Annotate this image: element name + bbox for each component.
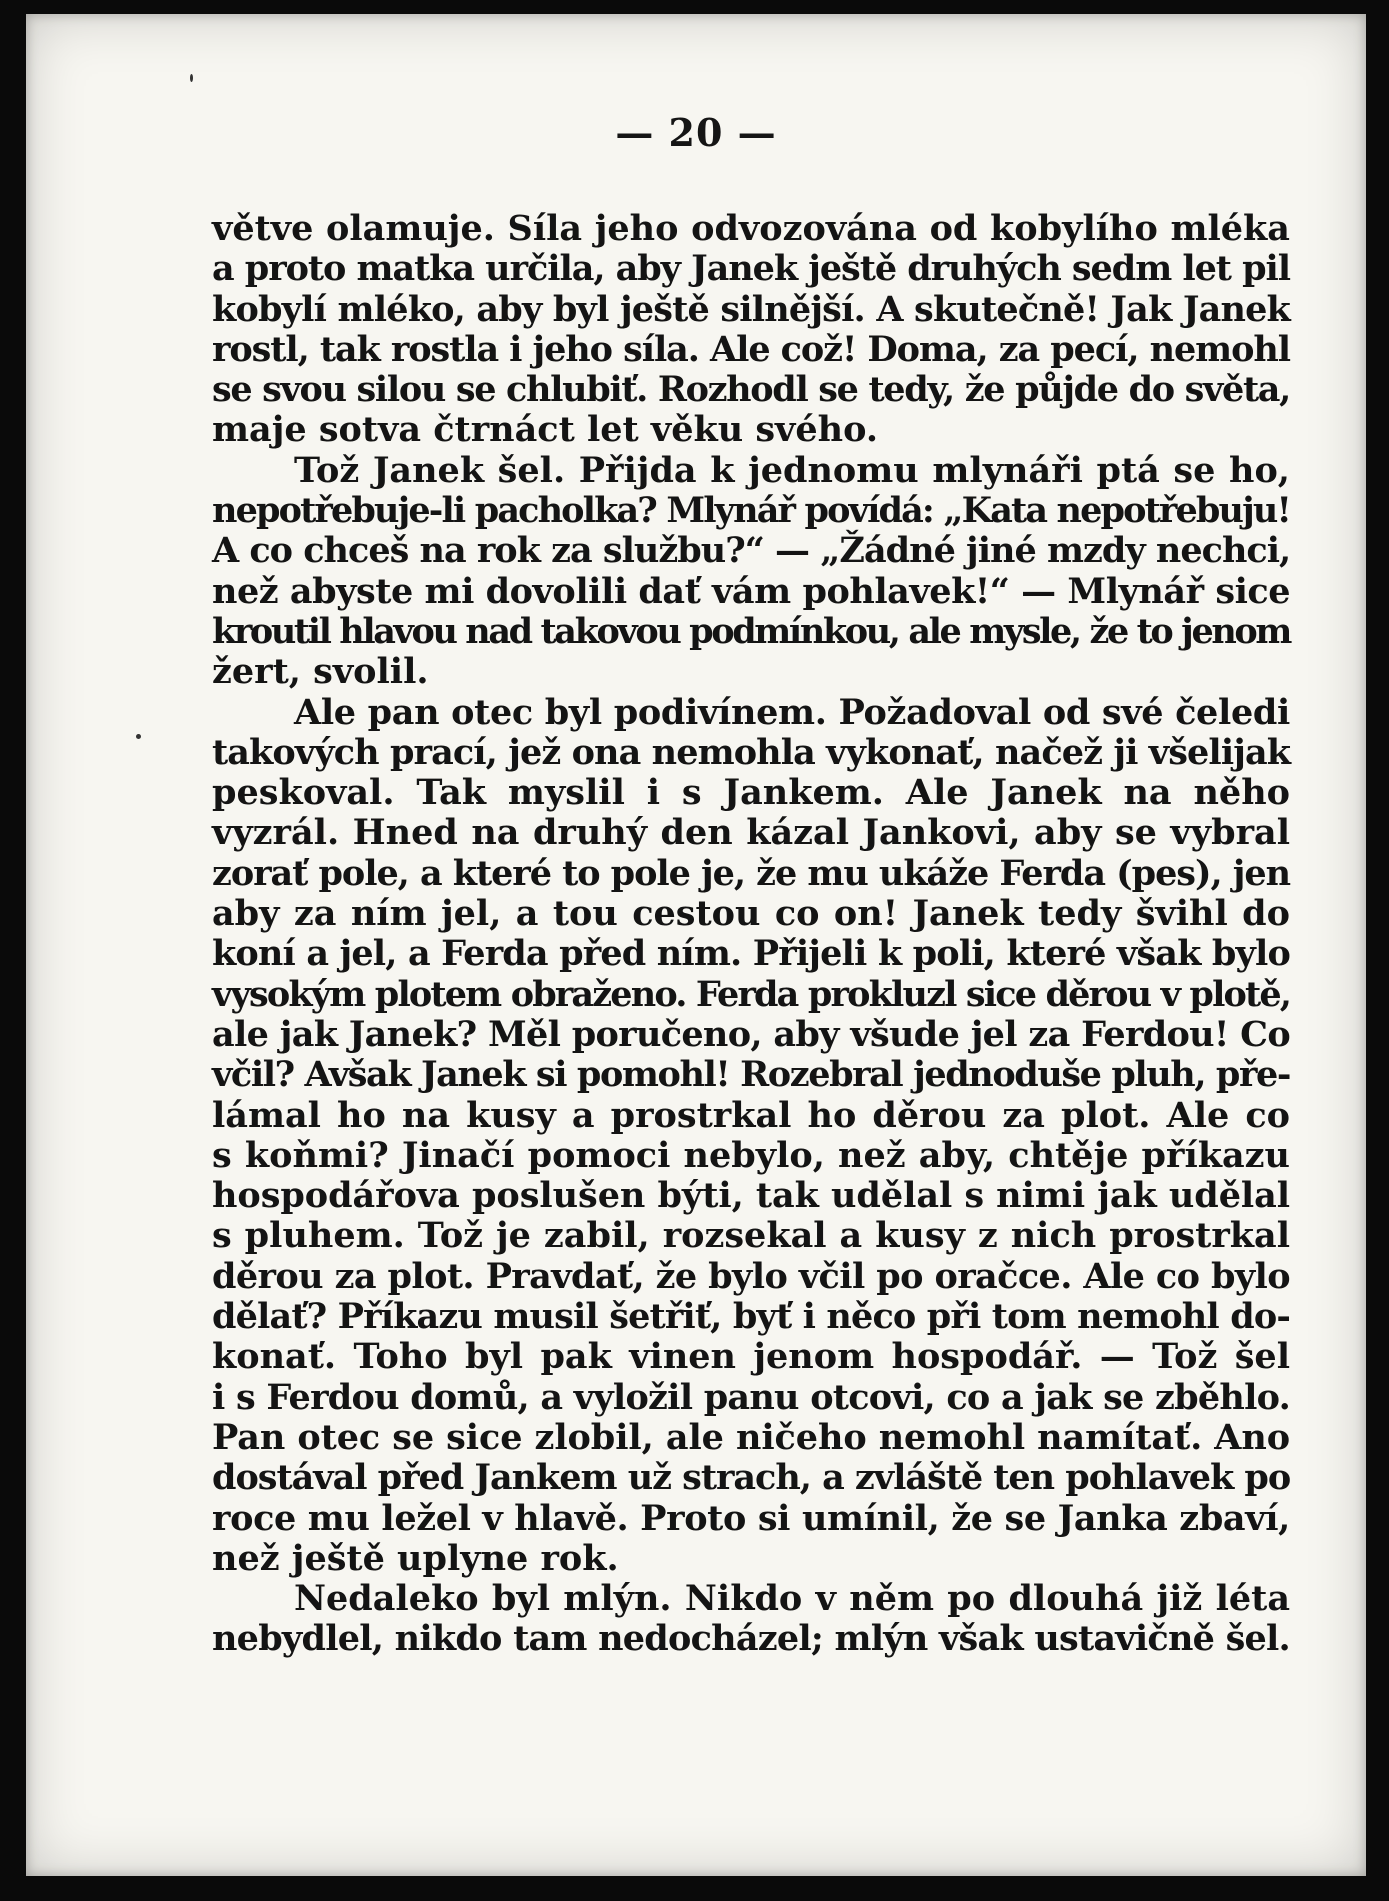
text-line: lámal ho na kusy a prostrkal ho děrou za plot. Ale co	[212, 1094, 1290, 1136]
text-line: konať. Toho byl pak vinen jenom hospodář. — Tož šel	[212, 1336, 1290, 1378]
text-line: děrou za plot. Pravdať, že bylo včil po oračce. Ale co bylo	[212, 1255, 1290, 1297]
text-line: hospodářova poslušen býti, tak udělal s nimi jak udělal	[212, 1175, 1291, 1217]
text-line: Ale pan otec byl podivínem. Požadoval od své čeledi	[294, 691, 1290, 733]
text-line: vysokým plotem obraženo. Ferda prokluzl sice děrou v plotě,	[212, 973, 1291, 1015]
text-line: nebydlel, nikdo tam nedocházel; mlýn však ustavičně šel.	[212, 1618, 1290, 1660]
text-line: s koňmi? Jinačí pomoci nebylo, než aby, chtěje příkazu	[212, 1134, 1290, 1176]
text-line: aby za ním jel, a tou cestou co on! Janek tedy švihl do	[212, 893, 1290, 935]
text-line: ale jak Janek? Měl poručeno, aby všude jel za Ferdou! Co	[212, 1013, 1290, 1055]
text-line: koní a jel, a Ferda před ním. Přijeli k poli, které však bylo	[212, 933, 1290, 975]
text-line: kobylí mléko, aby byl ještě silnější. A skutečně! Jak Janek	[212, 288, 1290, 330]
text-line: s pluhem. Tož je zabil, rozsekal a kusy z nich prostrkal	[212, 1215, 1290, 1257]
text-line: větve olamuje. Síla jeho odvozována od kobylího mléka	[212, 208, 1290, 249]
text-line: kroutil hlavou nad takovou podmínkou, ale mysle, že to jenom	[212, 610, 1290, 652]
book-page	[26, 14, 1366, 1876]
text-line: Tož Janek šel. Přijda k jednomu mlynáři ptá se ho,	[294, 449, 1290, 491]
print-speck	[190, 74, 193, 82]
text-line: roce mu ležel v hlavě. Proto si umínil, že se Janka zbaví,	[212, 1497, 1290, 1539]
page-number: — 20 —	[615, 110, 777, 155]
body-text	[212, 209, 1290, 1660]
text-line: Nedaleko byl mlýn. Nikdo v něm po dlouhá již léta	[294, 1578, 1290, 1620]
text-line: rostl, tak rostla i jeho síla. Ale což! Doma, za pecí, nemohl	[212, 328, 1290, 370]
text-line: peskoval. Tak myslil i s Jankem. Ale Janek na něho	[212, 772, 1290, 814]
text-line: a proto matka určila, aby Janek ještě druhých sedm let pil	[212, 248, 1290, 290]
print-speck	[136, 734, 141, 739]
text-line: dostával před Jankem už strach, a zvláště ten pohlavek po	[212, 1457, 1291, 1499]
text-line: se svou silou se chlubiť. Rozhodl se tedy, že půjde do světa,	[212, 369, 1290, 411]
text-line: takových prací, jež ona nemohla vykonať, načež ji všelijak	[212, 731, 1291, 773]
text-line: Pan otec se sice zlobil, ale ničeho nemohl namítať. Ano	[212, 1416, 1290, 1458]
text-line: než abyste mi dovolili dať vám pohlavek!“ — Mlynář sice	[212, 570, 1291, 612]
text-line: dělať? Příkazu musil šetřiť, byť i něco při tom nemohl do-	[212, 1296, 1290, 1338]
text-line: včil? Avšak Janek si pomohl! Rozebral jednoduše pluh, pře-	[212, 1054, 1290, 1096]
text-line: A co chceš na rok za službu?“ — „Žádné jiné mzdy nechci,	[212, 530, 1291, 572]
text-line: žert, svolil.	[212, 651, 429, 693]
text-line: i s Ferdou domů, a vyložil panu otcovi, co a jak se zběhlo.	[212, 1376, 1291, 1418]
text-line: maje sotva čtrnáct let věku svého.	[212, 409, 879, 451]
text-line: zorať pole, a které to pole je, že mu ukáže Ferda (pes), jen	[212, 852, 1291, 894]
text-line: než ještě uplyne rok.	[212, 1537, 619, 1579]
text-line: nepotřebuje-li pacholka? Mlynář povídá: „Kata nepotřebuju!	[212, 490, 1290, 532]
text-line: vyzrál. Hned na druhý den kázal Jankovi, aby se vybral	[212, 812, 1290, 854]
